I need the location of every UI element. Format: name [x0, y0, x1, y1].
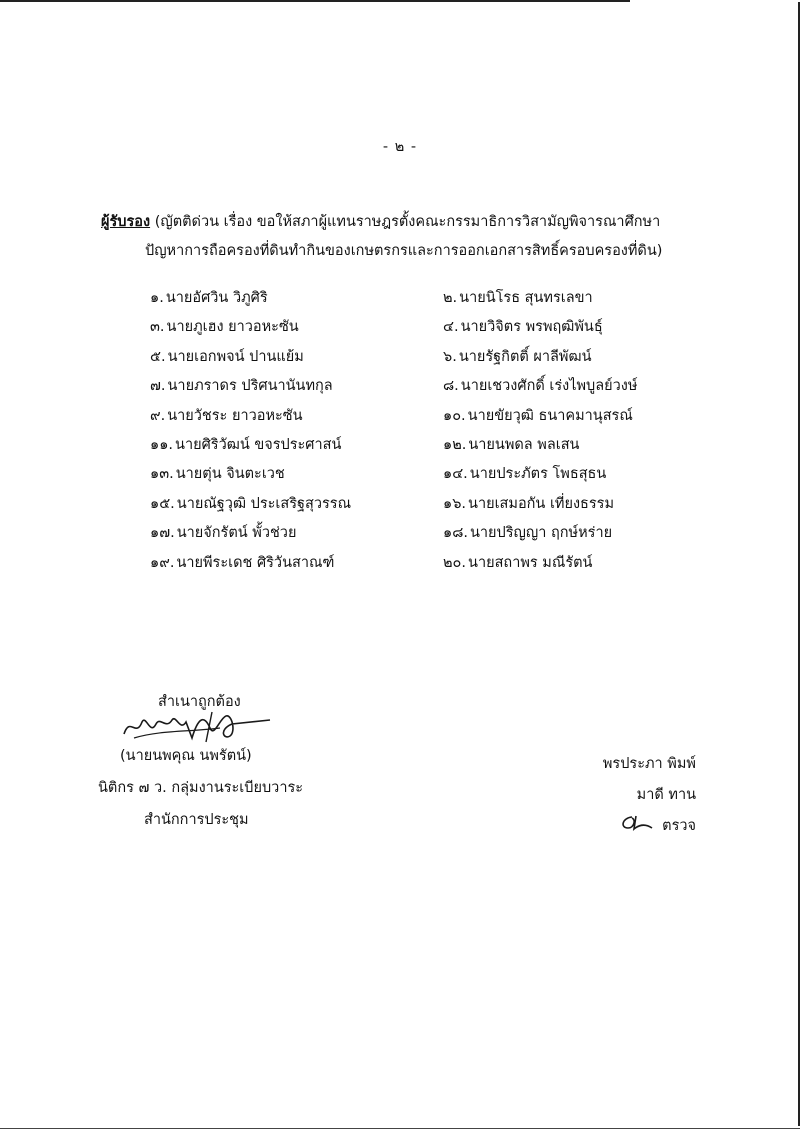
signatory-number: ๘. — [443, 378, 459, 395]
intro-paragraph — [101, 208, 701, 266]
signatory-number: ๒๐. — [443, 554, 467, 571]
scan-border-top — [0, 0, 630, 2]
signatory-number: ๕. — [150, 348, 166, 365]
signatory-row — [0, 462, 800, 491]
signatory-item — [443, 404, 633, 427]
signatory-item — [443, 374, 637, 397]
signer-position: นิติกร ๗ ว. กลุ่มงานระเบียบวาระ — [98, 780, 304, 796]
signatory-row — [0, 345, 800, 374]
signatory-row — [0, 286, 800, 315]
signatory-row — [0, 492, 800, 521]
signatory-row — [0, 404, 800, 433]
signatory-number: ๑๖. — [443, 495, 467, 512]
certified-copy-label: สำเนาถูกต้อง — [158, 694, 241, 710]
signatory-name: นายอัศวิน วิภูศิริ — [165, 290, 268, 306]
signatory-item — [443, 286, 593, 309]
signatory-name: นายนพดล พลเสน — [468, 436, 580, 453]
signatory-number: ๖. — [443, 348, 457, 365]
signatory-name: นายตุ่น จินตะเวช — [175, 466, 285, 483]
signatory-row — [0, 315, 800, 344]
signatory-item — [443, 462, 606, 485]
typed-by: พรประภา พิมพ์ — [602, 756, 696, 772]
signatory-row — [0, 374, 800, 403]
signatory-item — [443, 315, 603, 338]
signatory-name: นายปริญญา ฤกษ์หร่าย — [470, 525, 613, 542]
signatory-name: นายศิริวัฒน์ ขจรประศาสน์ — [175, 436, 342, 453]
signatory-number: ๑๕. — [150, 495, 175, 512]
intro-line-1 — [101, 208, 701, 237]
scan-border-bottom — [0, 1128, 800, 1129]
signatory-name: นายเสมอกัน เที่ยงธรรม — [468, 495, 615, 512]
signatory-number: ๙. — [150, 407, 166, 424]
signatory-name: นายรัฐกิตติ์ ผาลีพัฒน์ — [458, 348, 592, 365]
signatory-name: นายขัยวุฒิ ธนาคมานุสรณ์ — [467, 407, 633, 424]
signatory-name: นายพีระเดช ศิริวันสาณฑ์ — [176, 554, 335, 571]
signatory-number: ๑๔. — [443, 466, 468, 483]
signatory-name: นายวัชระ ยาวอหะซัน — [167, 407, 303, 424]
signatory-item — [150, 492, 351, 515]
signatory-number: ๒. — [443, 290, 458, 306]
signatory-row — [0, 551, 800, 580]
signatory-number: ๔. — [443, 319, 459, 336]
signatory-number: ๑๓. — [150, 466, 174, 483]
signatory-item — [443, 551, 592, 574]
signatory-item — [443, 521, 612, 544]
signatory-name: นายวิจิตร พรพฤฒิพันธุ์ — [460, 319, 603, 336]
signatory-number: ๑๗. — [150, 525, 175, 542]
signatory-name: นายเชวงศักดิ์ เร่งไพบูลย์วงษ์ — [460, 378, 638, 395]
signatory-number: ๑๙. — [150, 554, 175, 571]
signatory-name: นายเอกพจน์ ปานแย้ม — [167, 348, 304, 365]
signatory-number: ๑. — [150, 290, 164, 306]
signatory-item — [443, 492, 614, 515]
signatory-name: นายนิโรธ สุนทรเลขา — [459, 290, 593, 306]
checked-line — [603, 811, 696, 842]
signatory-name: นายประภัตร โพธสุธน — [469, 466, 607, 483]
motion-title-part-1: (ญัตติด่วน เรื่อง ขอให้สภาผู้แทนราษฎรตั้งคณะกรรมาธิการวิสามัญพิจารณาศึกษา — [154, 214, 661, 230]
signatory-row — [0, 433, 800, 462]
signer-office: สำนักการประชุม — [144, 812, 249, 828]
signatory-name: นายภราดร ปริศนานันทกุล — [167, 378, 333, 395]
signatory-name: นายณัฐวุฒิ ประเสริฐสุวรรณ — [176, 495, 352, 512]
typist-block — [603, 749, 696, 842]
signatory-item — [443, 345, 591, 368]
signatory-item — [150, 404, 303, 427]
signatory-item — [150, 315, 299, 338]
signatory-list — [0, 286, 800, 580]
signatory-number: ๑๐. — [443, 407, 466, 424]
signatory-item — [150, 374, 333, 397]
signatory-item — [150, 345, 304, 368]
motion-title-part-2: ปัญหาการถือครองที่ดินทำกินของเกษตรกรและการออกเอกสารสิทธิ์ครอบครองที่ดิน) — [145, 243, 663, 259]
signatory-number: ๗. — [150, 378, 166, 395]
page-number: - ๒ - — [382, 139, 418, 155]
signatory-number: ๑๑. — [150, 436, 174, 453]
signer-name: (นายนพคุณ นพรัตน์) — [120, 748, 252, 764]
signatory-item — [443, 433, 579, 456]
signatory-item — [150, 433, 341, 456]
signatory-number: ๓. — [150, 319, 165, 336]
signatory-number: ๑๘. — [443, 525, 468, 542]
handwritten-initials — [618, 814, 654, 832]
signatory-name: นายสถาพร มณีรัตน์ — [468, 554, 593, 571]
checked-label: ตรวจ — [662, 818, 696, 834]
endorsers-label: ผู้รับรอง — [101, 214, 151, 230]
signatory-item — [150, 521, 296, 544]
signatory-name: นายภูเฮง ยาวอหะซัน — [166, 319, 299, 336]
handwritten-signature — [120, 708, 275, 744]
signatory-item — [150, 286, 268, 309]
checked-name: มาดี ทาน — [636, 787, 696, 803]
signatory-item — [150, 551, 334, 574]
signatory-item — [150, 462, 285, 485]
signatory-number: ๑๒. — [443, 436, 467, 453]
signatory-name: นายจักรัตน์ พั้วช่วย — [176, 525, 297, 542]
signatory-row — [0, 521, 800, 550]
